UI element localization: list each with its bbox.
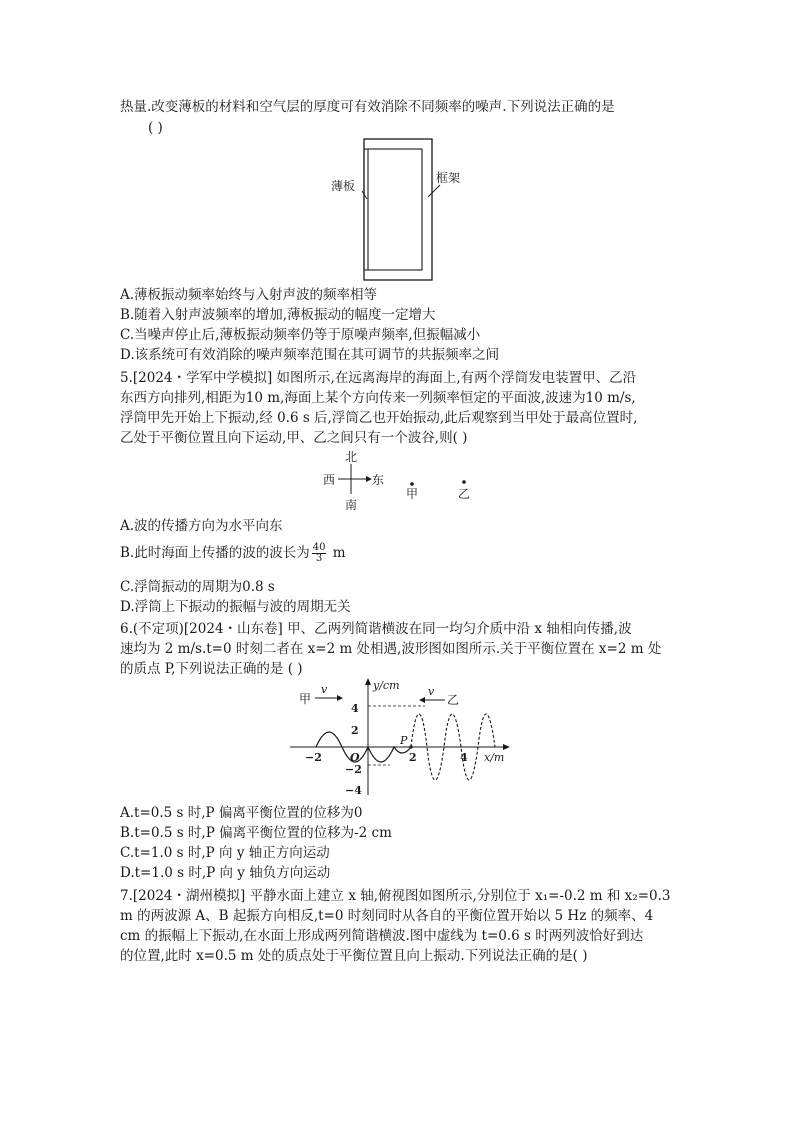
wave-a-label: 甲 xyxy=(299,692,312,706)
y-axis-label: y/cm xyxy=(373,679,400,692)
q6-stem-line-3: 的质点 P,下列说法正确的是 ( ) xyxy=(120,661,303,677)
q6-stem-line-2: 速均为 2 m/s.t=0 时刻二者在 x=2 m 处相遇,波形图如图所示.关于平衡位置在 x=2 m 处 xyxy=(120,641,662,657)
compass-south: 南 xyxy=(345,498,358,512)
q5-option-c: C.浮筒振动的周期为0.8 s xyxy=(120,579,275,595)
y-tick-neg4: −4 xyxy=(345,784,362,797)
wavelength-fraction: $\frac{40}{3}$ xyxy=(312,542,326,564)
y-tick-neg2: −2 xyxy=(345,763,362,776)
q5-option-b-unit: m xyxy=(332,545,346,561)
q7-stem-line-1: 7.[2024・湖州模拟] 平静水面上建立 x 轴,俯视图如图所示,分别位于 x₁=-0.2 m 和 x₂=0.3 xyxy=(120,888,671,904)
wave-a-arrow-head xyxy=(337,695,343,701)
buoy-b-dot xyxy=(462,480,466,484)
q6-option-d: D.t=1.0 s 时,P 向 y 轴负方向运动 xyxy=(120,865,331,881)
wave-graph xyxy=(285,675,515,800)
q5-stem-line-1: 5.[2024・学军中学模拟] 如图所示,在远离海岸的海面上,有两个浮筒发电装置甲、乙沿 xyxy=(120,370,637,386)
buoy-a-label: 甲 xyxy=(406,487,419,501)
frame-inner xyxy=(364,149,422,270)
wave-b-v: v xyxy=(428,685,435,698)
panel-figure xyxy=(320,135,480,285)
origin-label: O xyxy=(350,751,360,764)
x-tick-neg2: −2 xyxy=(305,751,322,764)
compass-west: 西 xyxy=(323,473,336,487)
compass-east: 东 xyxy=(372,473,385,487)
x-tick-2: 2 xyxy=(409,751,417,764)
q4-answer-paren: ( ) xyxy=(148,120,163,136)
q5-option-b xyxy=(120,540,346,566)
q4-option-a: A.薄板振动频率始终与入射声波的频率相等 xyxy=(120,287,378,303)
point-p xyxy=(409,745,412,748)
q4-option-d: D.该系统可有效消除的噪声频率范围在其可调节的共振频率之间 xyxy=(120,347,500,363)
wave-b-label: 乙 xyxy=(447,693,460,707)
frame-label: 框架 xyxy=(436,171,461,185)
point-p-label: P xyxy=(400,734,408,747)
compass-figure xyxy=(318,448,488,514)
x-axis-arrow xyxy=(503,744,510,750)
y-tick-4: 4 xyxy=(351,702,359,715)
y-axis-arrow xyxy=(365,678,371,685)
buoy-b-label: 乙 xyxy=(458,487,471,501)
wave-b-arrow-head xyxy=(419,697,425,703)
q5-option-d: D.浮筒上下振动的振幅与波的周期无关 xyxy=(120,599,351,615)
q5-stem-line-4: 乙处于平衡位置且向下运动,甲、乙之间只有一个波谷,则( ) xyxy=(120,430,468,446)
q4-option-b: B.随着入射声波频率的增加,薄板振动的幅度一定增大 xyxy=(120,307,436,323)
q6-option-c: C.t=1.0 s 时,P 向 y 轴正方向运动 xyxy=(120,845,330,861)
q6-option-a: A.t=0.5 s 时,P 偏离平衡位置的位移为0 xyxy=(120,805,363,821)
q7-stem-line-4: 的位置,此时 x=0.5 m 处的质点处于平衡位置且向上振动.下列说法正确的是( ) xyxy=(120,948,588,964)
q4-stem-line: 热量.改变薄板的材料和空气层的厚度可有效消除不同频率的噪声.下列说法正确的是 xyxy=(120,99,615,115)
wave-a-v: v xyxy=(321,683,328,696)
x-tick-4: 4 xyxy=(460,751,468,764)
q6-option-b: B.t=0.5 s 时,P 偏离平衡位置的位移为-2 cm xyxy=(120,825,392,841)
y-tick-2: 2 xyxy=(351,724,359,737)
q5-stem-line-3: 浮筒甲先开始上下振动,经 0.6 s 后,浮筒乙也开始振动,此后观察到当甲处于最高位置时, xyxy=(120,410,638,426)
q5-option-a: A.波的传播方向为水平向东 xyxy=(120,518,283,534)
q6-stem-line-1: 6.(不定项)[2024・山东卷] 甲、乙两列简谐横波在同一均匀介质中沿 x 轴相向传播,波 xyxy=(120,621,632,637)
q7-stem-line-3: cm 的振幅上下振动,在水面上形成两列简谐横波.图中虚线为 t=0.6 s 时两列波恰好到达 xyxy=(120,928,644,944)
compass-north: 北 xyxy=(345,450,358,464)
buoy-a-dot xyxy=(410,482,414,486)
plate-label: 薄板 xyxy=(331,179,356,193)
x-axis-label: x/m xyxy=(484,751,505,764)
q7-stem-line-2: m 的两波源 A、B 起振方向相反,t=0 时刻同时从各自的平衡位置开始以 5 Hz 的频率、4 xyxy=(120,908,654,924)
q5-stem-line-2: 东西方向排列,相距为10 m,海面上某个方向传来一列频率恒定的平面波,波速为10 m/s, xyxy=(120,390,636,406)
frame-pointer xyxy=(428,185,440,197)
q5-option-b-text: B.此时海面上传播的波的波长为 xyxy=(120,545,310,561)
q4-option-c: C.当噪声停止后,薄板振动频率仍等于原噪声频率,但振幅减小 xyxy=(120,327,481,343)
